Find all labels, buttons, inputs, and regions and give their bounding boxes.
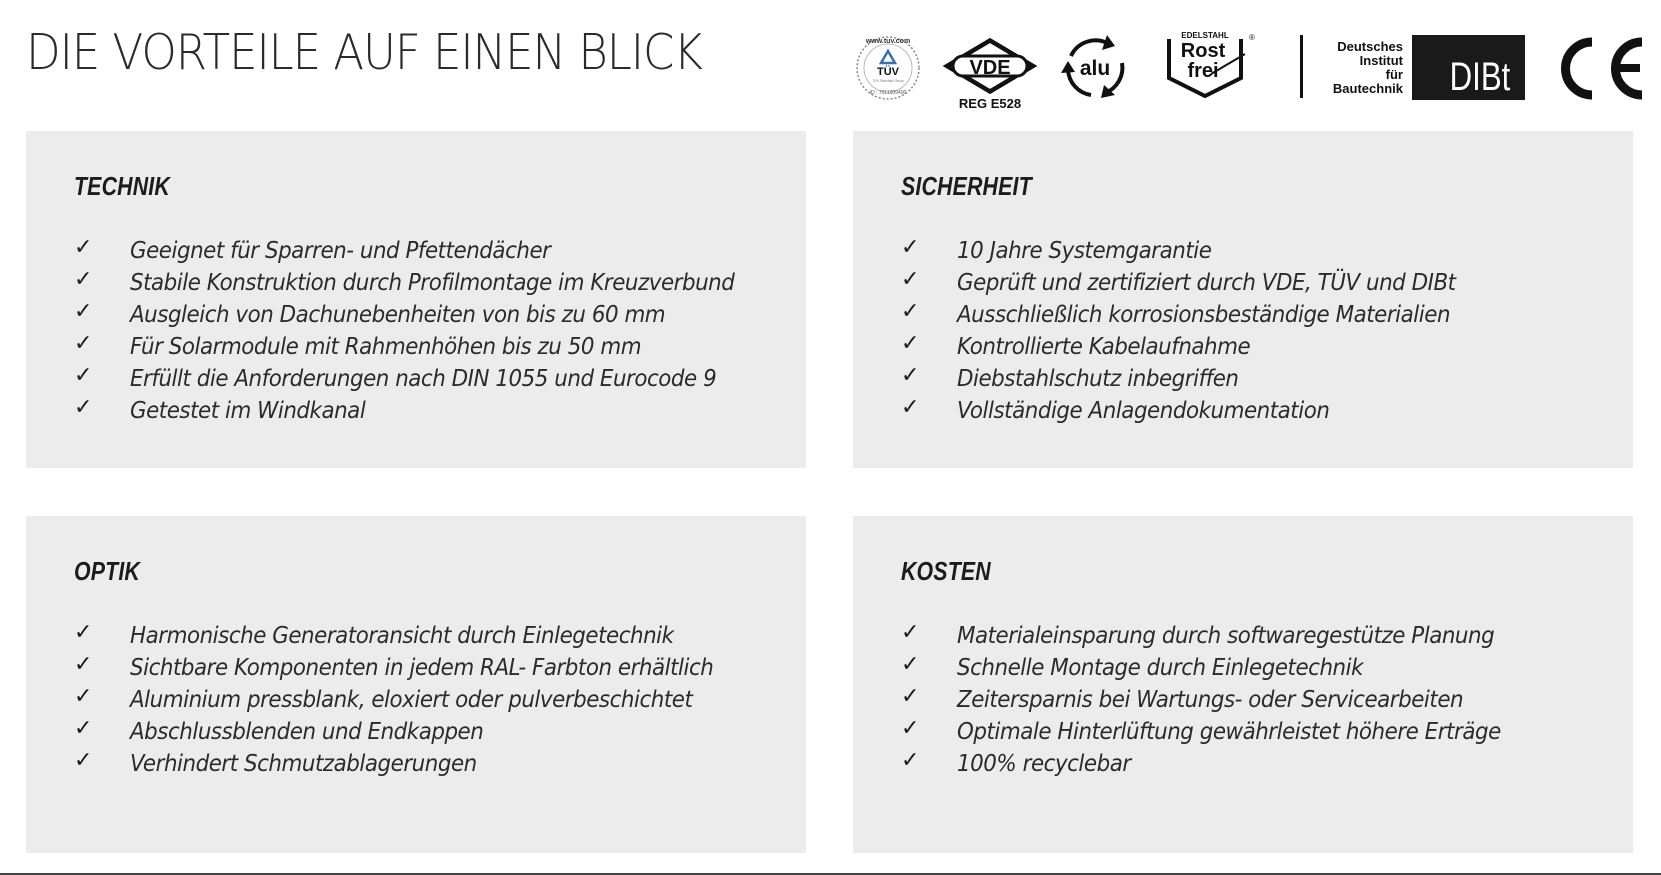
panel-title: TECHNIK [74,171,170,201]
check-icon: ✓ [74,683,93,709]
list-item-text: Geprüft und zertifiziert durch VDE, TÜV und DIBt [957,270,1456,296]
list-item-text: Harmonische Generatoransicht durch Einlegetechnik [130,623,674,649]
check-icon: ✓ [901,394,920,420]
rostfrei-line2: frei [1187,60,1219,82]
list-item [74,652,757,684]
check-icon: ✓ [901,330,920,356]
tuv-id: ID : 7011009400 [869,90,907,96]
list-item [74,235,780,267]
list-item-text: Sichtbare Komponenten in jedem RAL- Farbton erhältlich [130,655,714,681]
list-item-text: Verhindert Schmutzablagerungen [130,751,477,777]
check-icon: ✓ [901,715,920,741]
logo-divider [1300,35,1303,98]
check-icon: ✓ [901,266,920,292]
list-item-text: Für Solarmodule mit Rahmenhöhen bis zu 50 mm [130,334,642,360]
rostfrei-logo [1167,31,1255,96]
rostfrei-line1: Rost [1180,40,1226,62]
list-item [901,395,1493,427]
check-icon: ✓ [74,266,93,292]
tuv-logo [857,37,919,99]
benefit-list [901,235,1493,427]
list-item-text: Aluminium pressblank, eloxiert oder pulverbeschichtet [130,687,693,713]
panel-title: SICHERHEIT [901,171,1032,201]
list-item [74,363,780,395]
list-item-text: Optimale Hinterlüftung gewährleistet höhere Erträge [957,719,1501,745]
vde-logo [947,41,1033,112]
list-item [901,331,1493,363]
dibt-line4: Bautechnik [1332,81,1403,96]
rostfrei-mark: ® [1249,33,1255,42]
check-icon: ✓ [901,619,920,645]
alu-logo [1061,35,1122,98]
check-icon: ✓ [901,298,920,324]
check-icon: ✓ [901,362,920,388]
check-icon: ✓ [74,619,93,645]
list-item-text: Schnelle Montage durch Einlegetechnik [957,655,1364,681]
list-item [74,331,780,363]
list-item [901,748,1542,780]
list-item-text: Getestet im Windkanal [130,398,366,424]
check-icon: ✓ [74,298,93,324]
benefit-list [74,235,780,427]
check-icon: ✓ [74,330,93,356]
check-icon: ✓ [74,747,93,773]
check-icon: ✓ [74,362,93,388]
list-item-text: Abschlussblenden und Endkappen [130,719,484,745]
list-item-text: Diebstahlschutz inbegriffen [957,366,1239,392]
certification-logos [0,0,1661,120]
list-item [74,395,780,427]
check-icon: ✓ [901,683,920,709]
list-item-text: Zeitersparnis bei Wartungs- oder Servicearbeiten [957,687,1464,713]
list-item [901,684,1542,716]
dibt-logo [1333,35,1525,100]
list-item-text: Materialeinsparung durch softwaregestütze Planung [957,623,1495,649]
list-item [901,620,1542,652]
panel-title: OPTIK [74,556,140,586]
panel-technik [26,131,806,468]
panel-optik [26,516,806,853]
list-item-text: Ausgleich von Dachunebenheiten von bis zu 60 mm [130,302,666,328]
dibt-line3: für [1385,67,1403,82]
rostfrei-top: EDELSTAHL [1181,31,1229,40]
benefit-list [74,620,757,780]
list-item-text: Geeignet für Sparren- und Pfettendächer [130,238,551,264]
list-item-text: Stabile Konstruktion durch Profilmontage im Kreuzverbund [130,270,735,296]
check-icon: ✓ [74,651,93,677]
alu-name: alu [1079,57,1111,80]
list-item [74,267,780,299]
list-item [901,299,1493,331]
panel-title: KOSTEN [901,556,991,586]
tuv-ring-text: www.tuv.com [865,38,911,45]
tuv-small: TÜV Rheinland Group [872,79,904,83]
tuv-name: TÜV [877,66,899,78]
dibt-line2: Institut [1359,53,1403,68]
check-icon: ✓ [901,651,920,677]
list-item [74,716,757,748]
ce-logo [1566,42,1643,95]
list-item-text: Vollständige Anlagendokumentation [957,398,1330,424]
list-item-text: 100% recyclebar [957,751,1131,777]
panel-sicherheit [853,131,1633,468]
list-item [901,716,1542,748]
list-item-text: Erfüllt die Anforderungen nach DIN 1055 und Eurocode 9 [130,366,717,392]
list-item-text: Kontrollierte Kabelaufnahme [957,334,1251,360]
check-icon: ✓ [74,234,93,260]
list-item [901,235,1493,267]
check-icon: ✓ [901,234,920,260]
list-item [74,299,780,331]
dibt-mark: DIBt [1449,54,1511,99]
benefit-list [901,620,1542,780]
check-icon: ✓ [901,747,920,773]
check-icon: ✓ [74,715,93,741]
list-item [901,267,1493,299]
page-title: DIE VORTEILE AUF EINEN BLICK [26,24,702,81]
list-item [74,684,757,716]
check-icon: ✓ [74,394,93,420]
list-item [901,363,1493,395]
list-item-text: 10 Jahre Systemgarantie [957,238,1212,264]
list-item [901,652,1542,684]
vde-reg: REG E528 [958,96,1022,111]
list-item [74,620,757,652]
list-item [74,748,757,780]
list-item-text: Ausschließlich korrosionsbeständige Materialien [957,302,1451,328]
dibt-line1: Deutsches [1337,39,1403,54]
vde-name: VDE [969,57,1011,79]
panel-kosten [853,516,1633,853]
